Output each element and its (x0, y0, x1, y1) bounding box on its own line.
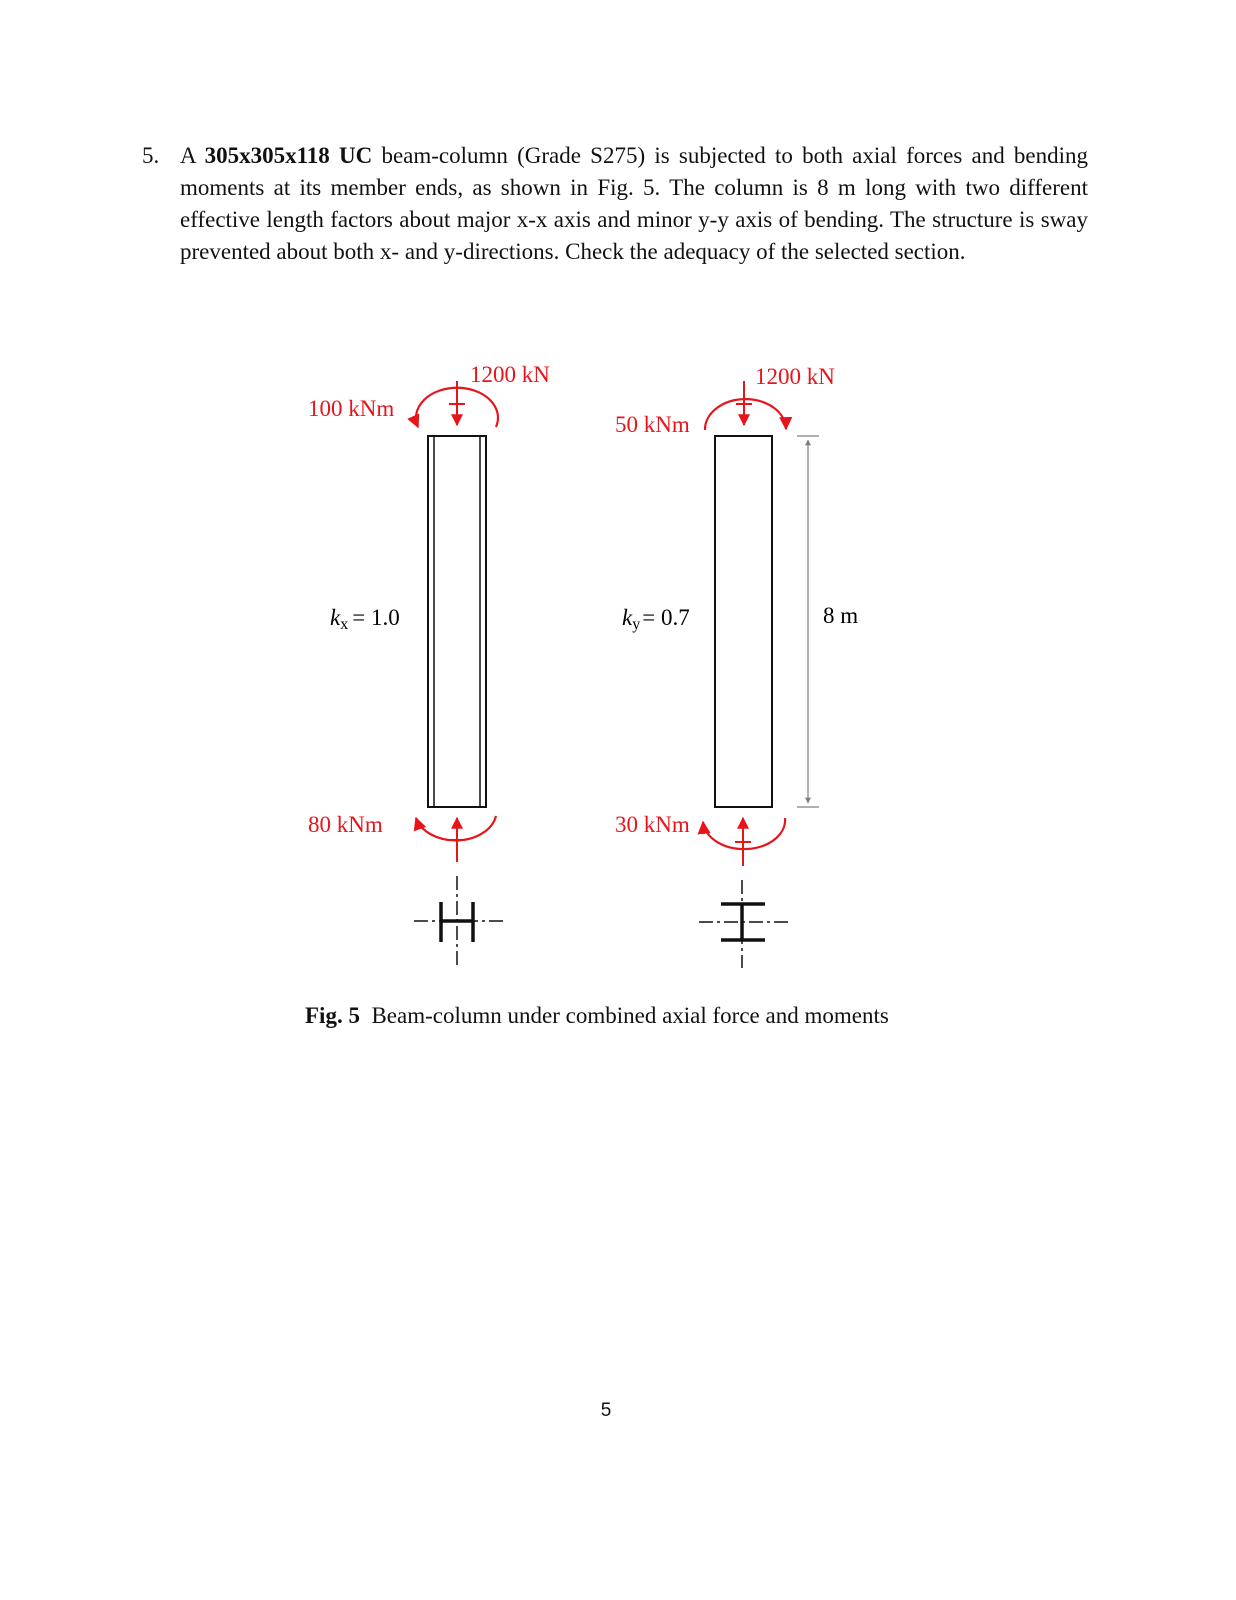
figure-caption-text: Beam-column under combined axial force and moments (371, 1003, 889, 1028)
section-designation: 305x305x118 UC (204, 143, 373, 168)
right-axial-load-label: 1200 kN (755, 364, 835, 389)
kx-subscript: x (340, 616, 349, 633)
minor-axis-section-icon (699, 880, 789, 968)
right-bottom-moment-arrow (703, 818, 785, 849)
length-label: 8 m (823, 603, 859, 628)
right-top-moment-label: 50 kNm (615, 412, 690, 437)
right-column-member (715, 436, 772, 807)
right-top-axial-arrow (736, 381, 752, 425)
left-column (428, 436, 486, 807)
right-bottom-axial-arrow (735, 818, 751, 866)
kx-label (330, 605, 400, 633)
ky-symbol: k (622, 605, 633, 630)
question-text-prefix: A (180, 143, 205, 168)
left-axial-load-label: 1200 kN (470, 362, 550, 387)
kx-value: = 1.0 (352, 605, 400, 630)
ky-label (622, 605, 690, 633)
right-bottom-moment-label: 30 kNm (615, 812, 690, 837)
question-number: 5. (142, 143, 160, 168)
left-column-member (428, 436, 486, 807)
ky-value: = 0.7 (642, 605, 690, 630)
figure-caption (305, 1003, 889, 1029)
left-top-moment-label: 100 kNm (308, 396, 395, 421)
kx-symbol: k (330, 605, 341, 630)
question-text-body: beam-column (Grade S275) is subjected to both axial forces and bending moments at its member ends, as shown in Fig. 5. The column is 8 m long with two different effective length factors about major x-x axis and minor y-y axis of bending. The structure is sway prevented about both x- and y-directions. Check the adequacy of the selected section. (180, 143, 1089, 264)
figure-caption-label: Fig. 5 (305, 1003, 360, 1028)
ky-subscript: y (632, 616, 641, 633)
length-dimension (797, 436, 819, 807)
page-number: 5 (600, 1400, 612, 1421)
major-axis-section-icon (414, 876, 504, 966)
left-bottom-moment-label: 80 kNm (308, 812, 383, 837)
